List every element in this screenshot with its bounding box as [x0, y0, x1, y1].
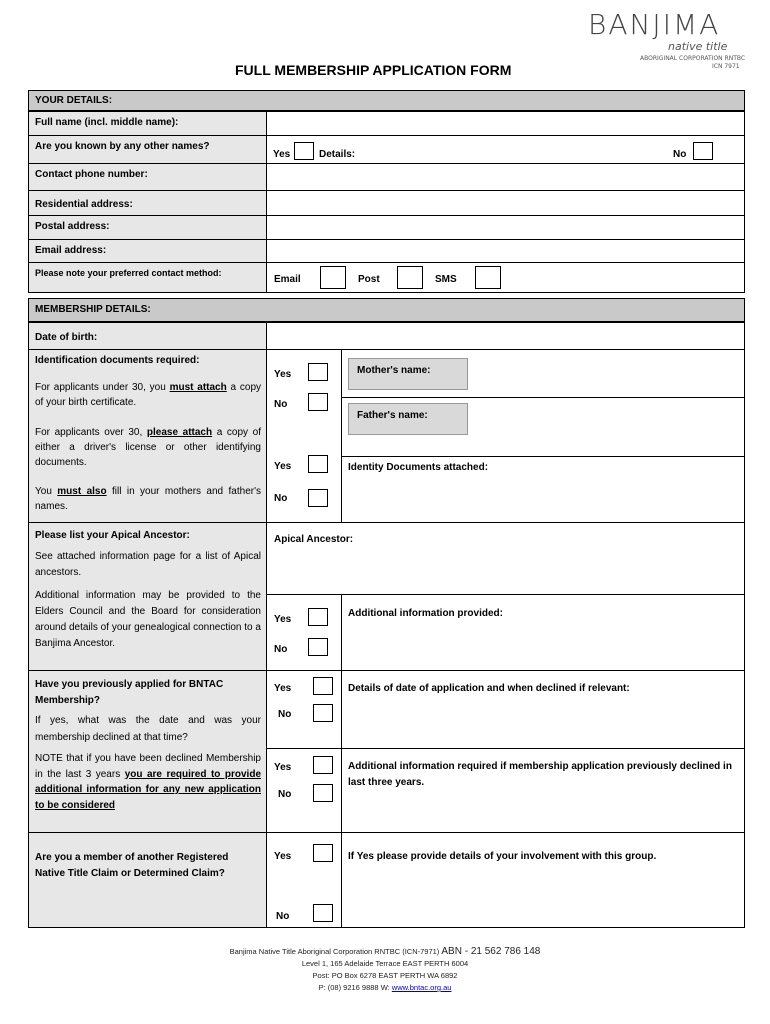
- declined-checkbox-cell: [266, 748, 342, 833]
- prev-applied-no-checkbox[interactable]: [313, 704, 333, 722]
- residential-label: Residential address:: [28, 190, 267, 216]
- prev-details-cell[interactable]: [341, 670, 745, 749]
- postal-label: Postal address:: [28, 215, 267, 240]
- id-attached-label: Identity Documents attached:: [348, 462, 489, 473]
- membership-header: MEMBERSHIP DETAILS:: [28, 298, 745, 322]
- phone-field[interactable]: [266, 163, 745, 191]
- phone-label: Contact phone number:: [28, 163, 267, 191]
- contact-sms-checkbox[interactable]: [475, 266, 501, 289]
- id-docs-yes-label: Yes: [274, 461, 292, 472]
- full-name-label: Full name (incl. middle name):: [28, 111, 267, 136]
- other-names-field[interactable]: [266, 135, 745, 164]
- other-names-label: Are you known by any other names?: [28, 135, 267, 164]
- email-field[interactable]: [266, 239, 745, 263]
- contact-method-label: Please note your preferred contact method:: [28, 262, 267, 293]
- apical-label: Please list your Apical Ancestor:: [35, 530, 190, 541]
- additional-provided-label: Additional information provided:: [348, 608, 503, 619]
- other-names-no-checkbox[interactable]: [693, 142, 713, 160]
- other-claim-label: Are you a member of another Registered Native Title Claim or Determined Claim?: [35, 852, 229, 879]
- full-name-field[interactable]: [266, 111, 745, 136]
- prev-if-yes-text: If yes, what was the date and was your membership declined at that time?: [35, 715, 261, 743]
- contact-email-checkbox[interactable]: [320, 266, 346, 289]
- additional-required-cell[interactable]: [341, 748, 745, 833]
- additional-info-no-label: No: [274, 644, 288, 655]
- contact-post-label: Post: [358, 274, 380, 285]
- mothers-name-cell: [341, 349, 745, 398]
- other-names-details-label: Details:: [319, 149, 356, 160]
- additional-provided-cell[interactable]: [341, 594, 745, 671]
- footer-postal: Post: PO Box 6278 EAST PERTH WA 6892: [312, 971, 458, 980]
- apical-field-label: Apical Ancestor:: [274, 534, 354, 545]
- declined-yes-label: Yes: [274, 762, 292, 773]
- footer-line1: Banjima Native Title Aboriginal Corporation RNTBC (ICN-7971) ABN - 21 562 786 148: [229, 946, 541, 957]
- prev-applied-checkbox-cell: [266, 670, 342, 749]
- id-docs-checkbox-cell: [266, 349, 342, 523]
- other-claim-details-label: If Yes please provide details of your involvement with this group.: [348, 851, 657, 862]
- birth-cert-no-checkbox[interactable]: [308, 393, 328, 411]
- apical-field[interactable]: [266, 522, 745, 595]
- footer-contact: P: (08) 9216 9888 W: www.bntac.org.au: [318, 983, 452, 992]
- other-claim-details-cell[interactable]: [341, 832, 745, 928]
- declined-yes-checkbox[interactable]: [313, 756, 333, 774]
- id-docs-yes-checkbox[interactable]: [308, 455, 328, 473]
- logo-wordmark: BANJIMA: [588, 8, 721, 41]
- mothers-name-field[interactable]: Mother's name:: [348, 358, 468, 390]
- id-attached-cell[interactable]: [341, 456, 745, 523]
- your-details-header: YOUR DETAILS:: [28, 90, 745, 111]
- birth-cert-no-label: No: [274, 399, 288, 410]
- dob-label: Date of birth:: [28, 322, 267, 350]
- postal-field[interactable]: [266, 215, 745, 240]
- apical-see-text: See attached information page for a list of Apical ancestors.: [35, 551, 261, 578]
- birth-cert-yes-checkbox[interactable]: [308, 363, 328, 381]
- declined-no-label: No: [278, 789, 292, 800]
- apical-label-cell: [28, 522, 267, 671]
- contact-sms-label: SMS: [435, 274, 457, 285]
- additional-required-label: Additional information required if membership application previously declined in last three years.: [348, 761, 732, 788]
- prev-applied-label: Have you previously applied for BNTAC Membership?: [35, 679, 224, 706]
- dob-field[interactable]: [266, 322, 745, 350]
- note-declined-text: NOTE that if you have been declined Membership in the last 3 years you are required to provide additional information for any new application to be considered: [35, 753, 262, 811]
- over30-text: For applicants over 30, please attach a copy of either a driver's license or other identifying documents.: [35, 427, 261, 468]
- additional-info-yes-label: Yes: [274, 614, 292, 625]
- other-claim-checkbox-cell: [266, 832, 342, 928]
- contact-post-checkbox[interactable]: [397, 266, 423, 289]
- additional-info-yes-checkbox[interactable]: [308, 608, 328, 626]
- residential-field[interactable]: [266, 190, 745, 216]
- additional-info-no-checkbox[interactable]: [308, 638, 328, 656]
- prev-applied-no-label: No: [278, 709, 292, 720]
- email-label: Email address:: [28, 239, 267, 263]
- contact-method-field: [266, 262, 745, 293]
- id-docs-label: Identification documents required:: [35, 355, 200, 366]
- prev-applied-yes-checkbox[interactable]: [313, 677, 333, 695]
- contact-email-label: Email: [274, 274, 301, 285]
- other-claim-yes-checkbox[interactable]: [313, 844, 333, 862]
- prev-details-label: Details of date of application and when declined if relevant:: [348, 683, 630, 694]
- parents-names-text: You must also fill in your mothers and father's names.: [35, 486, 261, 512]
- other-claim-no-label: No: [276, 911, 290, 922]
- id-docs-no-label: No: [274, 493, 288, 504]
- additional-info-text: Additional information may be provided to the Elders Council and the Board for consideration around details of your genealogical connection to a Banjima Ancestor.: [35, 590, 261, 649]
- logo-icn: ICN 7971: [712, 63, 740, 70]
- fathers-name-field[interactable]: Father's name:: [348, 403, 468, 435]
- declined-no-checkbox[interactable]: [313, 784, 333, 802]
- prev-applied-yes-label: Yes: [274, 683, 292, 694]
- logo-subtitle: native title: [668, 40, 728, 53]
- website-link[interactable]: www.bntac.org.au: [391, 983, 452, 992]
- other-names-yes-label: Yes: [273, 149, 291, 160]
- other-names-yes-checkbox[interactable]: [294, 142, 314, 160]
- birth-cert-yes-label: Yes: [274, 369, 292, 380]
- other-claim-no-checkbox[interactable]: [313, 904, 333, 922]
- id-docs-no-checkbox[interactable]: [308, 489, 328, 507]
- footer-address: Level 1, 165 Adelaide Terrace EAST PERTH 6004: [301, 959, 469, 968]
- other-claim-yes-label: Yes: [274, 851, 292, 862]
- prev-applied-label-cell: [28, 670, 267, 833]
- fathers-name-cell: [341, 397, 745, 457]
- additional-info-checkbox-cell: [266, 594, 342, 671]
- other-claim-label-cell: [28, 832, 267, 928]
- id-docs-label-cell: [28, 349, 267, 523]
- other-names-no-label: No: [673, 149, 687, 160]
- page-title: FULL MEMBERSHIP APPLICATION FORM: [235, 62, 512, 78]
- logo-org: ABORIGINAL CORPORATION RNTBC: [640, 55, 746, 62]
- under30-text: For applicants under 30, you must attach a copy of your birth certificate.: [35, 382, 262, 408]
